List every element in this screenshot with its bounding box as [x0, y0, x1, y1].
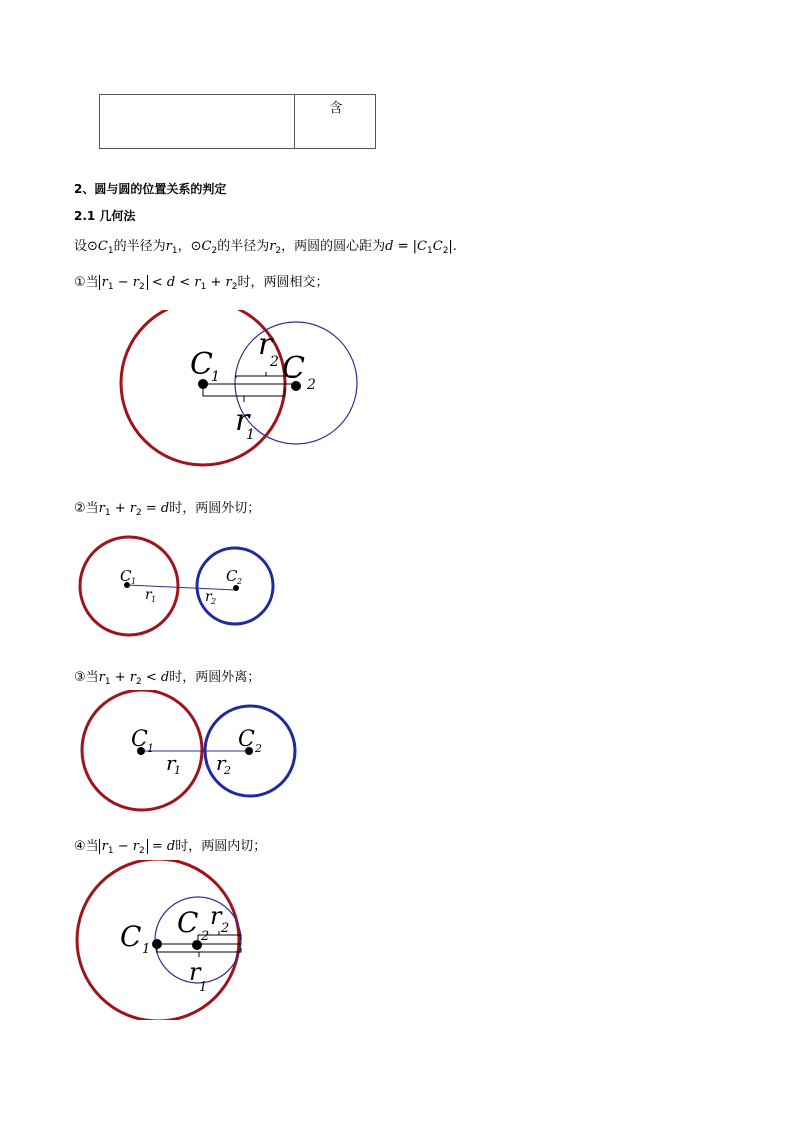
case-4-line: ④当 $r_1 - r_2 = d$时，两圆内切；: [74, 839, 267, 856]
subscript: 1: [107, 246, 114, 256]
operator: +: [206, 275, 226, 290]
case-3-line: ③当$r_1 + r_2 < d$时，两圆外离；: [74, 670, 261, 687]
intro-text: 设: [74, 239, 88, 254]
subscript: 2: [139, 282, 145, 292]
label-c1: C: [120, 567, 132, 585]
label-r2: r: [205, 589, 212, 605]
label-r1: r: [235, 403, 250, 438]
c2-symbol: C: [201, 239, 212, 254]
label-c2: C: [238, 727, 255, 752]
case-number: ②当: [74, 501, 99, 516]
label-sub: 1: [147, 742, 154, 755]
intro-line: [74, 235, 457, 256]
label-c1: C: [190, 347, 213, 382]
c2-symbol: C: [432, 239, 443, 254]
r1-symbol: r: [101, 275, 108, 290]
subscript: 1: [104, 508, 111, 518]
r1-bracket: [203, 388, 285, 396]
label-c2: C: [282, 351, 305, 386]
r2-symbol: r: [225, 275, 232, 290]
case-number: ④当: [74, 839, 99, 854]
circle-symbol: ⊙: [190, 239, 202, 254]
label-r1: r: [145, 587, 152, 603]
figure-external-tangent: [74, 535, 284, 640]
label-r1: r: [166, 751, 176, 775]
figure-internal-tangent: [74, 860, 274, 1020]
label-sub: 1: [211, 369, 220, 385]
r2-symbol: r: [132, 839, 139, 854]
case-text: 时，两圆外切；: [169, 501, 261, 516]
condition: = d: [147, 839, 176, 854]
r2-symbol: r: [129, 670, 136, 685]
subscript: 2: [139, 846, 145, 856]
center-c1: [152, 939, 162, 949]
label-sub: 2: [307, 377, 316, 393]
r1-symbol: r: [98, 501, 105, 516]
label-sub: 2: [201, 929, 210, 944]
label-sub: 2: [255, 742, 262, 755]
label-r2: r: [210, 902, 222, 930]
operator: < d <: [147, 275, 195, 290]
label-sub: 2: [221, 921, 230, 936]
r2-symbol: r: [132, 275, 139, 290]
condition: = d: [141, 501, 170, 516]
case-text: 时，两圆相交；: [237, 275, 329, 290]
c1-symbol: C: [417, 239, 427, 254]
r1-symbol: r: [194, 275, 201, 290]
label-sub: 1: [174, 764, 181, 777]
case-number: ①当: [74, 275, 99, 290]
figure-intersecting: [110, 310, 370, 470]
case-text: 时，两圆内切；: [175, 839, 267, 854]
subscript: 1: [107, 282, 114, 292]
subscript: 1: [200, 282, 207, 292]
d-symbol: d: [385, 239, 394, 254]
label-sub: 2: [211, 597, 217, 606]
label-sub: 1: [131, 577, 137, 586]
label-sub: 2: [237, 577, 243, 586]
label-sub: 1: [246, 427, 255, 443]
figure-separated: [78, 690, 303, 815]
label-sub: 1: [142, 942, 151, 957]
case-1-line: [74, 271, 328, 292]
r1-symbol: r: [165, 239, 172, 254]
label-sub: 2: [224, 764, 231, 777]
label-c1: C: [131, 727, 148, 752]
condition: < d: [141, 670, 170, 685]
circle-symbol: ⊙: [87, 239, 98, 254]
label-sub: 2: [270, 354, 279, 370]
case-number: ③当: [74, 670, 99, 685]
r1-symbol: r: [98, 670, 105, 685]
section-heading: 2、圆与圆的位置关系的判定: [74, 182, 227, 196]
label-c1: C: [120, 920, 142, 953]
r1-symbol: r: [101, 839, 108, 854]
intro-text: 的半径为: [113, 239, 166, 254]
case-text: 时，两圆外离；: [169, 670, 261, 685]
operator: −: [113, 275, 133, 290]
case-2-line: ②当$r_1 + r_2 = d$时，两圆外切；: [74, 501, 261, 518]
center-line: [127, 585, 236, 590]
table-cell: 含: [329, 101, 343, 116]
label-c2: C: [226, 567, 238, 585]
label-r2: r: [258, 327, 273, 362]
table: [99, 94, 376, 149]
intro-text: = |: [393, 239, 418, 254]
subscript: 1: [104, 677, 111, 687]
label-c2: C: [177, 906, 199, 939]
label-sub: 1: [151, 595, 157, 604]
intro-text: ，两圆的圆心距为: [281, 239, 386, 254]
intro-text: |.: [448, 239, 457, 254]
intro-text: 的半径为: [217, 239, 270, 254]
subscript: 2: [275, 246, 282, 256]
label-r1: r: [189, 958, 201, 986]
subscript: 1: [107, 846, 114, 856]
r2-symbol: r: [269, 239, 276, 254]
subscript: 1: [171, 246, 178, 256]
subscript: 2: [231, 282, 238, 292]
subscript: 2: [442, 246, 449, 256]
subscript: 2: [136, 677, 142, 687]
label-sub: 1: [199, 980, 208, 995]
subscript: 2: [211, 246, 218, 256]
subscript: 2: [136, 508, 142, 518]
r2-symbol: r: [129, 501, 136, 516]
subsection-heading: 2.1 几何法: [74, 209, 136, 223]
c1-symbol: C: [97, 239, 108, 254]
intro-text: ，: [177, 239, 191, 254]
subscript: 1: [427, 246, 433, 256]
label-r2: r: [216, 751, 226, 775]
